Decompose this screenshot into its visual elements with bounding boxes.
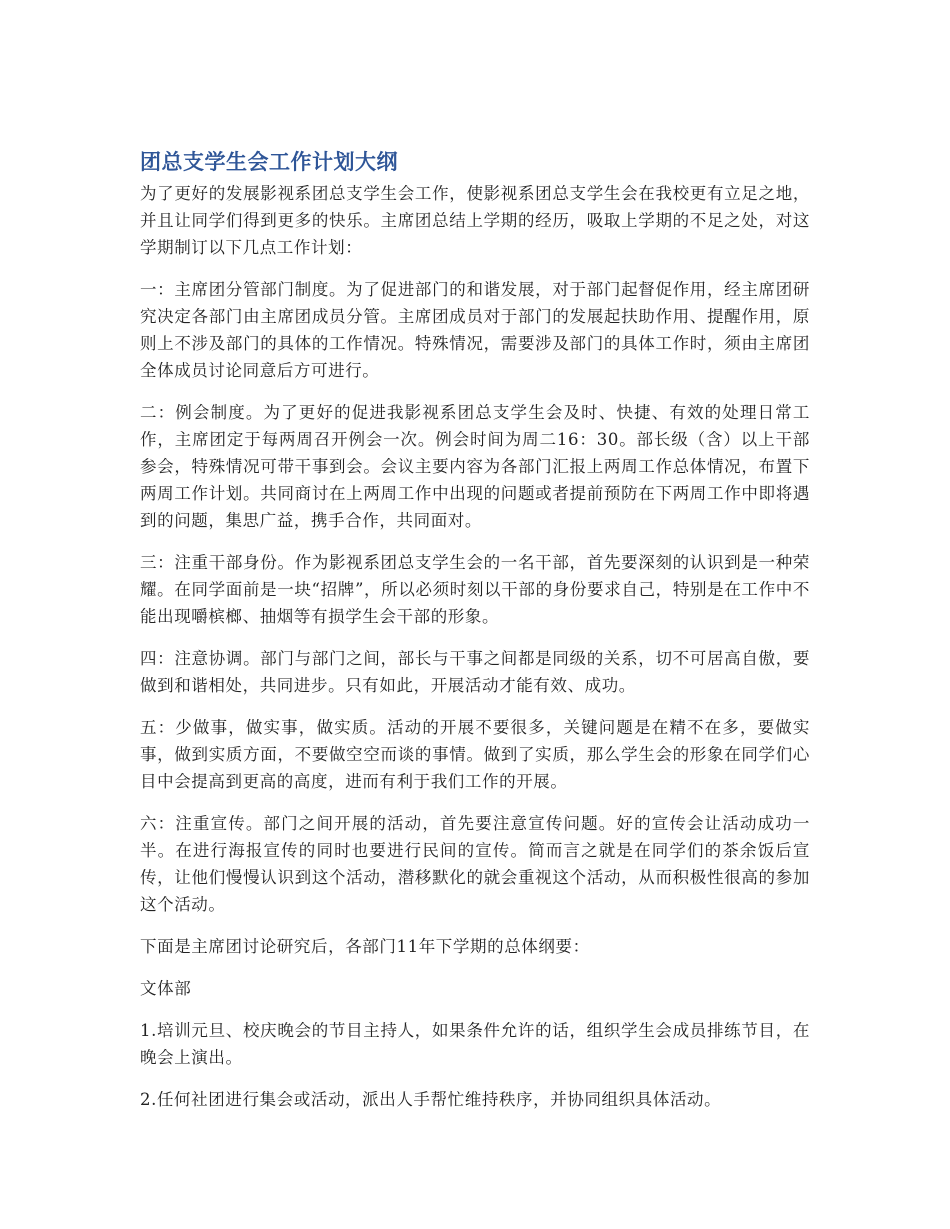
paragraph-item-4: 四：注意协调。部门与部门之间，部长与干事之间都是同级的关系，切不可居高自傲，要做到和谐相处，共同进步。只有如此，开展活动才能有效、成功。 (140, 649, 810, 695)
document-title: 团总支学生会工作计划大纲 (140, 150, 398, 174)
list-item-2: 2.任何社团进行集会或活动，派出人手帮忙维持秩序，并协同组织具体活动。 (140, 1090, 722, 1109)
document-body (140, 146, 810, 1128)
paragraph-item-5: 五：少做事，做实事，做实质。活动的开展不要很多，关键问题是在精不在多，要做实事，做到实质方面，不要做空空而谈的事情。做到了实质，那么学生会的形象在同学们心目中会提高到更高的高度，进而有利于我们工作的开展。 (140, 718, 810, 791)
list-item-1: 1.培训元旦、校庆晚会的节目主持人，如果条件允许的话，组织学生会成员排练节目，在晚会上演出。 (140, 1021, 810, 1067)
paragraph-intro: 为了更好的发展影视系团总支学生会工作，使影视系团总支学生会在我校更有立足之地，并且让同学们得到更多的快乐。主席团总结上学期的经历，吸取上学期的不足之处，对这学期制订以下几点工作计划： (140, 184, 810, 257)
paragraph-item-1: 一：主席团分管部门制度。为了促进部门的和谐发展，对于部门起督促作用，经主席团研究决定各部门由主席团成员分管。主席团成员对于部门的发展起扶助作用、提醒作用，原则上不涉及部门的具体的工作情况。特殊情况，需要涉及部门的具体工作时，须由主席团全体成员讨论同意后方可进行。 (140, 280, 810, 380)
paragraph-item-6: 六：注重宣传。部门之间开展的活动，首先要注意宣传问题。好的宣传会让活动成功一半。在进行海报宣传的同时也要进行民间的宣传。简而言之就是在同学们的茶余饭后宣传，让他们慢慢认识到这个活动，潜移默化的就会重视这个活动，从而积极性很高的参加这个活动。 (140, 814, 810, 914)
paragraph-item-2: 二：例会制度。为了更好的促进我影视系团总支学生会及时、快捷、有效的处理日常工作，主席团定于每两周召开例会一次。例会时间为周二16：30。部长级（含）以上干部参会，特殊情况可带干事到会。会议主要内容为各部门汇报上两周工作总体情况，布置下两周工作计划。共同商讨在上两周工作中出现的问题或者提前预防在下两周工作中即将遇到的问题，集思广益，携手合作，共同面对。 (140, 403, 810, 530)
paragraph-outline-intro: 下面是主席团讨论研究后，各部门11年下学期的总体纲要： (140, 937, 590, 956)
section-heading-wenti: 文体部 (140, 979, 192, 998)
paragraph-item-3: 三：注重干部身份。作为影视系团总支学生会的一名干部，首先要深刻的认识到是一种荣耀。在同学面前是一块“招牌”，所以必须时刻以干部的身份要求自己，特别是在工作中不能出现嚼槟榔、抽烟等有损学生会干部的形象。 (140, 553, 810, 626)
